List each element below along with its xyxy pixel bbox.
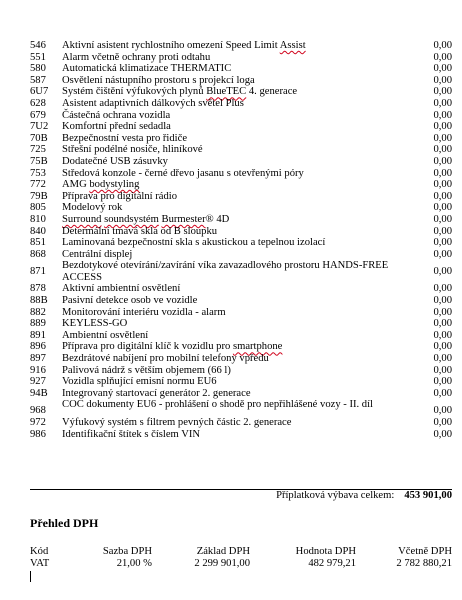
equipment-row: [30, 156, 452, 168]
vat-header-code: Kód: [30, 546, 49, 557]
equipment-code: 753: [30, 167, 46, 179]
equipment-price: 0,00: [433, 132, 452, 144]
equipment-row: [30, 75, 452, 87]
equipment-price: 0,00: [433, 237, 452, 249]
equipment-price: 0,00: [433, 213, 452, 225]
description-text: Příprava pro digitální klíč k vozidlu pro: [62, 341, 233, 353]
vat-header-base: Základ DPH: [196, 546, 250, 557]
description-text: Asistent adaptivních dálkových světel Plus: [62, 97, 244, 109]
description-text: Automatická klimatizace THERMATIC: [62, 63, 232, 75]
vat-table-header: [30, 546, 452, 558]
description-text: Příprava pro digitální rádio: [62, 190, 178, 202]
total-label: Příplatková výbava celkem:: [276, 490, 395, 501]
equipment-code: 891: [30, 329, 46, 341]
description-text: Monitorování interiéru vozidla - alarm: [62, 306, 226, 318]
equipment-price: 0,00: [433, 63, 452, 75]
description-text: Aktivní asistent rychlostního omezení Speed Limit: [62, 40, 280, 51]
equipment-code: 927: [30, 376, 46, 388]
description-text: 4. generace: [246, 86, 298, 98]
equipment-row: [30, 110, 452, 122]
equipment-price: 0,00: [433, 74, 452, 86]
equipment-code: 79B: [30, 190, 48, 202]
equipment-list: [30, 40, 452, 440]
equipment-row: [30, 179, 452, 191]
equipment-description: [62, 75, 404, 87]
description-text: Komfortní přední sedadla: [62, 121, 171, 133]
equipment-row: [30, 295, 452, 307]
equipment-description: [62, 226, 404, 238]
spellcheck-flagged-word: BlueTEC: [206, 86, 247, 98]
equipment-price: 0,00: [433, 109, 452, 121]
equipment-price: 0,00: [433, 202, 452, 214]
equipment-code: 580: [30, 63, 46, 75]
equipment-code: 679: [30, 109, 46, 121]
text-cursor: [30, 571, 31, 582]
equipment-description: [62, 295, 404, 307]
equipment-price: 0,00: [433, 428, 452, 440]
description-text: Determální tmavá skla od B sloupku: [62, 225, 218, 237]
equipment-code: 851: [30, 237, 46, 249]
equipment-row: [30, 63, 452, 75]
equipment-code: 805: [30, 202, 46, 214]
equipment-description: [62, 168, 404, 180]
equipment-description: [62, 353, 404, 365]
equipment-row: [30, 429, 452, 441]
equipment-price: 0,00: [433, 248, 452, 260]
equipment-row: [30, 86, 452, 98]
equipment-price: 0,00: [433, 190, 452, 202]
equipment-price: 0,00: [433, 295, 452, 307]
equipment-code: 916: [30, 364, 46, 376]
equipment-description: [62, 237, 404, 249]
equipment-description: [62, 202, 404, 214]
equipment-code: 628: [30, 97, 46, 109]
equipment-price: 0,00: [433, 266, 452, 278]
equipment-row: [30, 98, 452, 110]
description-text: Integrovaný startovací generátor 2. generace: [62, 387, 251, 399]
description-text: Bezdotykové otevírání/zavírání víka zavazadlového prostoru HANDS-FREE ACCESS: [62, 260, 389, 283]
equipment-row: [30, 133, 452, 145]
equipment-code: 871: [30, 266, 46, 278]
equipment-description: [62, 156, 404, 168]
equipment-row: [30, 318, 452, 330]
equipment-row: [30, 40, 452, 52]
equipment-description: [62, 110, 404, 122]
equipment-row: [30, 121, 452, 133]
equipment-description: [62, 214, 404, 226]
equipment-price: 0,00: [433, 225, 452, 237]
vat-table-row: [30, 558, 452, 570]
equipment-code: 972: [30, 417, 46, 428]
equipment-code: 840: [30, 225, 46, 237]
description-text: Laminovaná bezpečnostní skla s akustickou a tepelnou izolací: [62, 237, 326, 249]
description-text: Vozidla splňující emisní normu EU6: [62, 376, 217, 388]
equipment-description: [62, 121, 404, 133]
equipment-description: [62, 417, 404, 429]
equipment-price: 0,00: [433, 144, 452, 156]
equipment-description: [62, 40, 404, 52]
description-text: Identifikační štítek s číslem VIN: [62, 428, 201, 440]
description-text: Modelový rok: [62, 202, 123, 214]
equipment-price: 0,00: [433, 86, 452, 98]
equipment-code: 896: [30, 341, 46, 353]
equipment-price: 0,00: [433, 329, 452, 341]
vat-cell-code: VAT: [30, 558, 50, 569]
description-text: COC dokumenty EU6 - prohlášení o shodě pro nepřihlášené vozy - II. díl: [62, 399, 373, 411]
description-text: Alarm včetně ochrany proti odtahu: [62, 51, 211, 63]
equipment-row: [30, 399, 452, 417]
equipment-row: [30, 341, 452, 353]
equipment-price: 0,00: [433, 283, 452, 295]
vat-cell-base: 2 299 901,00: [194, 558, 250, 569]
equipment-row: [30, 353, 452, 365]
description-text: Střešní podélné nosiče, hliníkové: [62, 144, 203, 156]
vat-header-amount: Hodnota DPH: [295, 546, 356, 557]
equipment-price: 0,00: [433, 364, 452, 376]
equipment-row: [30, 260, 452, 283]
spellcheck-flagged-word: Burmester: [161, 213, 206, 225]
equipment-description: [62, 179, 404, 191]
description-text: Středová konzole - černé dřevo jasanu s otevřenými póry: [62, 167, 304, 179]
equipment-row: [30, 52, 452, 64]
description-text: AMG: [62, 179, 90, 191]
equipment-description: [62, 260, 404, 283]
equipment-row: [30, 307, 452, 319]
vat-cell-rate: 21,00 %: [116, 558, 152, 569]
equipment-code: 882: [30, 306, 46, 318]
equipment-code: 772: [30, 179, 46, 191]
equipment-description: [62, 86, 404, 98]
equipment-row: [30, 168, 452, 180]
equipment-price: 0,00: [433, 405, 452, 417]
equipment-description: [62, 191, 404, 203]
equipment-row: [30, 214, 452, 226]
equipment-code: 725: [30, 144, 46, 156]
equipment-code: 810: [30, 213, 46, 225]
description-text: Výfukový systém s filtrem pevných částic 2. generace: [62, 417, 292, 428]
equipment-code: 6U7: [30, 86, 49, 98]
equipment-price: 0,00: [433, 417, 452, 428]
equipment-description: [62, 365, 404, 377]
spellcheck-flagged-word: smartphone: [232, 341, 283, 353]
spellcheck-flagged-word: Surround: [62, 213, 102, 225]
equipment-code: 88B: [30, 295, 48, 307]
description-text: Částečná ochrana vozidla: [62, 109, 171, 121]
spellcheck-flagged-word: Assist: [279, 40, 306, 51]
equipment-row: [30, 226, 452, 238]
total-line: [30, 490, 452, 502]
equipment-code: 897: [30, 353, 46, 365]
equipment-price: 0,00: [433, 376, 452, 388]
equipment-code: 968: [30, 405, 46, 417]
equipment-row: [30, 283, 452, 295]
vat-header-rate: Sazba DPH: [102, 546, 152, 557]
description-text: Dodatečné USB zásuvky: [62, 155, 168, 167]
equipment-description: [62, 63, 404, 75]
description-text: Osvětlení nástupního prostoru s projekcí loga: [62, 74, 255, 86]
equipment-description: [62, 399, 404, 411]
description-text: Centrální displej: [62, 248, 133, 260]
equipment-price: 0,00: [433, 40, 452, 51]
equipment-description: [62, 376, 404, 388]
equipment-price: 0,00: [433, 155, 452, 167]
equipment-description: [62, 144, 404, 156]
description-text: ® 4D: [205, 213, 230, 225]
spellcheck-flagged-word: bodystyling: [89, 179, 140, 191]
equipment-row: [30, 330, 452, 342]
equipment-code: 868: [30, 248, 46, 260]
equipment-code: 94B: [30, 387, 48, 399]
equipment-description: [62, 52, 404, 64]
description-text: Aktivní ambientní osvětlení: [62, 283, 181, 295]
description-text: Palivová nádrž s větším objemem (66 l): [62, 364, 231, 376]
equipment-row: [30, 417, 452, 429]
equipment-row: [30, 202, 452, 214]
equipment-row: [30, 376, 452, 388]
description-text: KEYLESS-GO: [62, 318, 128, 330]
equipment-price: 0,00: [433, 306, 452, 318]
description-text: Pasivní detekce osob ve vozidle: [62, 295, 198, 307]
equipment-description: [62, 283, 404, 295]
description-text: Systém čištění výfukových plynů: [62, 86, 207, 98]
equipment-description: [62, 341, 404, 353]
equipment-price: 0,00: [433, 97, 452, 109]
equipment-code: 587: [30, 74, 46, 86]
equipment-price: 0,00: [433, 51, 452, 63]
spellcheck-flagged-word: soundsystém: [104, 213, 159, 225]
equipment-description: [62, 330, 404, 342]
equipment-description: [62, 429, 404, 441]
equipment-description: [62, 133, 404, 145]
description-text: Bezdrátové nabíjení pro mobilní telefony vpředu: [62, 353, 269, 365]
equipment-row: [30, 144, 452, 156]
equipment-row: [30, 249, 452, 261]
equipment-code: 889: [30, 318, 46, 330]
equipment-code: 7U2: [30, 121, 49, 133]
equipment-code: 546: [30, 40, 46, 51]
vat-header-total: Včetně DPH: [398, 546, 452, 557]
equipment-price: 0,00: [433, 121, 452, 133]
equipment-code: 878: [30, 283, 46, 295]
equipment-price: 0,00: [433, 387, 452, 399]
equipment-row: [30, 237, 452, 249]
equipment-price: 0,00: [433, 353, 452, 365]
equipment-row: [30, 388, 452, 400]
equipment-description: [62, 307, 404, 319]
equipment-price: 0,00: [433, 318, 452, 330]
equipment-price: 0,00: [433, 341, 452, 353]
equipment-description: [62, 98, 404, 110]
equipment-row: [30, 365, 452, 377]
equipment-code: 75B: [30, 155, 48, 167]
equipment-row: [30, 191, 452, 203]
equipment-description: [62, 388, 404, 400]
equipment-description: [62, 318, 404, 330]
description-text: Bezpečnostní vesta pro řidiče: [62, 132, 188, 144]
vat-cell-total: 2 782 880,21: [396, 558, 452, 569]
equipment-code: 551: [30, 51, 46, 63]
total-value: 453 901,00: [404, 490, 452, 501]
equipment-price: 0,00: [433, 167, 452, 179]
vat-cell-amount: 482 979,21: [308, 558, 356, 569]
equipment-code: 70B: [30, 132, 48, 144]
equipment-description: [62, 249, 404, 261]
equipment-price: 0,00: [433, 179, 452, 191]
equipment-code: 986: [30, 428, 46, 440]
description-text: Ambientní osvětlení: [62, 329, 149, 341]
vat-section-title: Přehled DPH: [30, 516, 99, 530]
